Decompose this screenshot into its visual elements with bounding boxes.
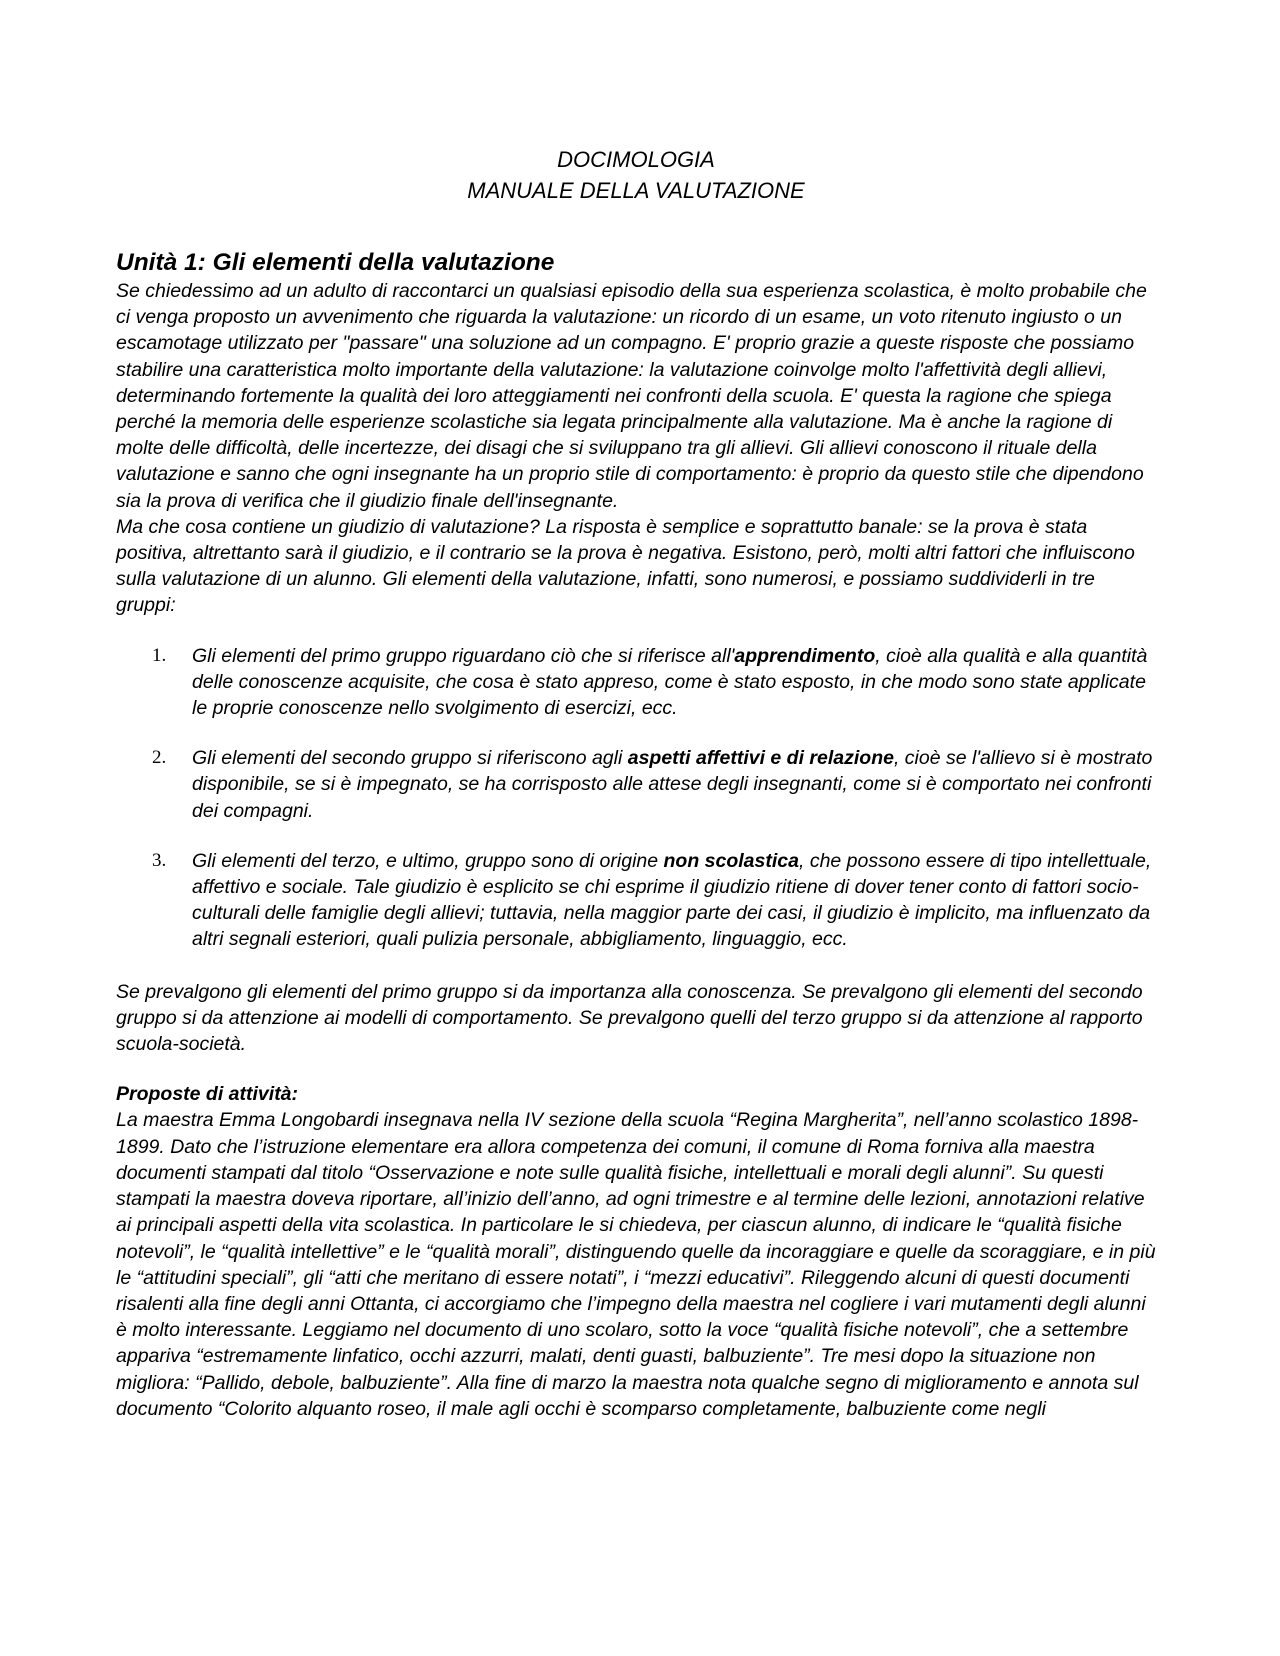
list-bold-text: non scolastica xyxy=(663,849,799,872)
list-number: 2. xyxy=(152,747,167,769)
intro-paragraph-1: Se chiedessimo ad un adulto di raccontarci un qualsiasi episodio della sua esperienza scolastica, è molto probabile che ci venga proposto un avvenimento che riguarda la valutazione: un ricordo di un esame, un voto ritenuto ingiusto o un escamotage utilizzato per "passare" una soluzione ad un compagno. E' proprio grazie a queste risposte che possiamo stabilire una caratteristica molto importante della valutazione: la valutazione coinvolge molto l'affettività degli allievi, determinando fortemente la qualità dei loro atteggiamenti nei confronti della scuola. E' questa la ragione che spiega perché la memoria delle esperienze scolastiche sia legata principalmente alla valutazione. Ma è anche la ragione di molte delle difficoltà, delle incertezze, dei disagi che si sviluppano tra gli allievi. Gli allievi conoscono il rituale della valutazione e sanno che ogni insegnante ha un proprio stile di comportamento: è proprio da questo stile che dipendono sia la prova di verifica che il giudizio finale dell'insegnante. xyxy=(116,280,1147,512)
list-bold-text: aspetti affettivi e di relazione xyxy=(627,747,894,770)
list-bold-text: apprendimento xyxy=(734,644,876,667)
list-text: Gli elementi del terzo, e ultimo, gruppo sono di origine xyxy=(192,849,664,872)
list-text: Gli elementi del primo gruppo riguardano ciò che si riferisce all' xyxy=(192,644,735,667)
list-text: , cioè alla qualità e alla quantità delle conoscenze acquisite, che cosa è stato appreso, come è stato esposto, in che modo sono state applicate le proprie conoscenze nello svolgimento di esercizi, ecc. xyxy=(192,644,1148,720)
title-line-1: DOCIMOLOGIA xyxy=(557,147,715,172)
list-item xyxy=(116,745,1156,824)
list-text: Gli elementi del secondo gruppo si riferiscono agli xyxy=(192,747,628,770)
intro-paragraph-2: Ma che cosa contiene un giudizio di valutazione? La risposta è semplice e soprattutto banale: se la prova è stata positiva, altrettanto sarà il giudizio, e il contrario se la prova è negativa. Esistono, però, molti altri fattori che influiscono sulla valutazione di un alunno. Gli elementi della valutazione, infatti, sono numerosi, e possiamo suddividerli in tre gruppi: xyxy=(116,515,1135,617)
list-number: 3. xyxy=(152,849,167,871)
document-page xyxy=(116,144,1156,1422)
title-line-2: MANUALE DELLA VALUTAZIONE xyxy=(467,178,805,203)
activities-heading: Proposte di attività: xyxy=(116,1083,299,1106)
summary-paragraph: Se prevalgono gli elementi del primo gruppo si da importanza alla conoscenza. Se prevalgono gli elementi del secondo gruppo si da attenzione ai modelli di comportamento. Se prevalgono quelli del terzo gruppo si da attenzione al rapporto scuola-società. xyxy=(116,980,1143,1056)
document-title xyxy=(116,144,1156,206)
list-text: , che possono essere di tipo intellettuale, affettivo e sociale. Tale giudizio è esplicito se chi esprime il giudizio ritiene di dover tener conto di fattori socio-culturali delle famiglie degli allievi; tuttavia, nella maggior parte dei casi, il giudizio è implicito, ma influenzato da altri segnali esteriori, quali pulizia personale, abbigliamento, linguaggio, ecc. xyxy=(192,849,1152,951)
elements-list xyxy=(116,643,1156,953)
list-item xyxy=(116,848,1156,953)
list-text: , cioè se l'allievo si è mostrato disponibile, se si è impegnato, se ha corrisposto alle attese degli insegnanti, come si è comportato nei confronti dei compagni. xyxy=(192,747,1153,822)
activities-paragraph: La maestra Emma Longobardi insegnava nella IV sezione della scuola “Regina Margherita”, nell’anno scolastico 1898-1899. Dato che l’istruzione elementare era allora competenza dei comuni, il comune di Roma forniva alla maestra documenti stampati dal titolo “Osservazione e note sulle qualità fisiche, intellettuali e morali degli alunni”. Su questi stampati la maestra doveva riportare, all’inizio dell’anno, ad ogni trimestre e al termine delle lezioni, annotazioni relative ai principali aspetti della vita scolastica. In particolare le si chiedeva, per ciascun alunno, di indicare le “qualità fisiche notevoli”, le “qualità intellettive” e le “qualità morali”, distinguendo quelle da incoraggiare e quelle da scoraggiare, e in più le “attitudini speciali”, gli “atti che meritano di essere notati”, i “mezzi educativi”. Rileggendo alcuni di questi documenti risalenti alla fine degli anni Ottanta, ci accorgiamo che l’impegno della maestra nel cogliere i vari mutamenti degli alunni è molto interessante. Leggiamo nel documento di uno scolaro, sotto la voce “qualità fisiche notevoli”, che a settembre appariva “estremamente linfatico, occhi azzurri, malati, denti guasti, balbuziente”. Tre mesi dopo la situazione non migliora: “Pallido, debole, balbuziente”. Alla fine di marzo la maestra nota qualche segno di miglioramento e annota sul documento “Colorito alquanto roseo, il male agli occhi è scomparso completamente, balbuziente come negli xyxy=(116,1109,1156,1420)
unit-heading: Unità 1: Gli elementi della valutazione xyxy=(116,249,555,276)
list-number: 1. xyxy=(152,644,167,666)
list-item xyxy=(116,643,1156,722)
